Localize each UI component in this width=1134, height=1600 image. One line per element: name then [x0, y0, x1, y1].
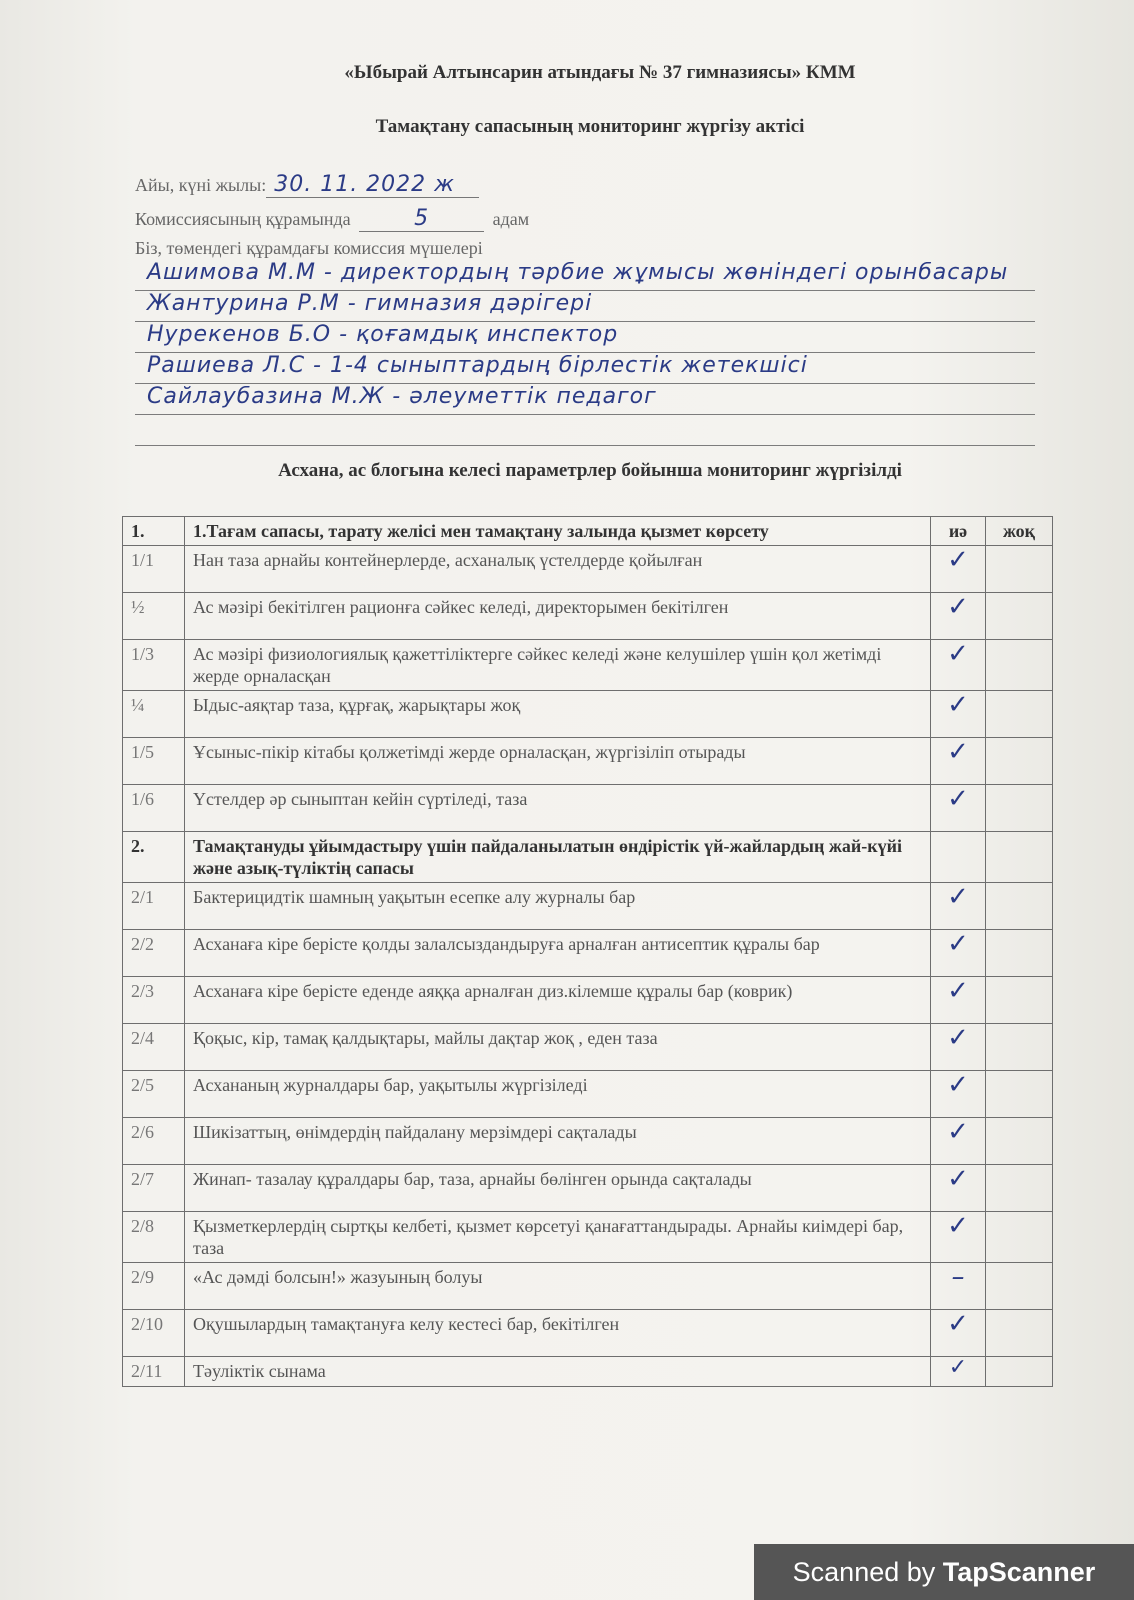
monitoring-table	[122, 516, 1053, 1387]
row-number: 2/10	[123, 1310, 185, 1357]
no-cell	[986, 785, 1053, 832]
yes-check-mark: ✓	[931, 1310, 986, 1357]
section-2-row	[123, 832, 1053, 883]
member-name: Нурекенов Б.О - қоғамдық инспектор	[147, 324, 619, 347]
row-text: Қоқыс, кір, тамақ қалдықтары, майлы дақтар жоқ , еден таза	[185, 1024, 931, 1071]
yes-check-mark: ✓	[931, 1212, 986, 1263]
yes-check-mark: ✓	[931, 883, 986, 930]
section-2-title: Тамақтануды ұйымдастыру үшін пайдаланылатын өндірістік үй-жайлардың жай-күйі және азық-түліктің сапасы	[185, 832, 931, 883]
blank-line	[135, 417, 1035, 446]
commission-count: 5	[359, 206, 484, 232]
section-2-no-cell	[986, 832, 1053, 883]
member-name: Сайлаубазина М.Ж - әлеуметтік педагог	[147, 386, 657, 409]
row-number: 1/1	[123, 546, 185, 593]
row-text: Нан таза арнайы контейнерлерде, асханалық үстелдерде қойылған	[185, 546, 931, 593]
organization-name: «Ыбырай Алтынсарин атындағы № 37 гимназиясы» КММ	[344, 62, 856, 83]
row-text: Ас мәзірі бекітілген рационға сәйкес келеді, директорымен бекітілген	[185, 593, 931, 640]
row-text: Қызметкерлердің сыртқы келбеті, қызмет көрсетуі қанағаттандырады. Арнайы киімдері бар, таза	[185, 1212, 931, 1263]
yes-check-mark: ✓	[931, 1024, 986, 1071]
member-line	[135, 355, 1035, 384]
row-text: Асханаға кіре берісте еденде аяққа арналған диз.кілемше құралы бар (коврик)	[185, 977, 931, 1024]
row-text: Асханаға кіре берісте қолды залалсыздандыруға арналған антисептик құралы бар	[185, 930, 931, 977]
row-number: 2/6	[123, 1118, 185, 1165]
date-label: Айы, күні жылы:	[135, 175, 267, 195]
member-line	[135, 324, 1035, 353]
table-row	[123, 1263, 1053, 1310]
no-cell	[986, 1310, 1053, 1357]
yes-check-mark: ✓	[931, 1071, 986, 1118]
row-text: Ұсыныс-пікір кітабы қолжетімді жерде орналасқан, жүргізіліп отырады	[185, 738, 931, 785]
member-line	[135, 262, 1035, 291]
row-number: 1/3	[123, 640, 185, 691]
table-row	[123, 546, 1053, 593]
scanner-watermark	[754, 1544, 1134, 1600]
no-cell	[986, 691, 1053, 738]
table-row	[123, 1165, 1053, 1212]
no-cell	[986, 930, 1053, 977]
table-row	[123, 593, 1053, 640]
no-cell	[986, 1165, 1053, 1212]
table-row	[123, 1310, 1053, 1357]
table-row	[123, 1024, 1053, 1071]
row-text: Ыдыс-аяқтар таза, құрғақ, жарықтары жоқ	[185, 691, 931, 738]
table-row	[123, 930, 1053, 977]
no-cell	[986, 640, 1053, 691]
header-no: жоқ	[986, 517, 1053, 546]
no-cell	[986, 546, 1053, 593]
yes-check-mark: ✓	[931, 1357, 986, 1387]
yes-check-mark: ✓	[931, 640, 986, 691]
yes-dash-mark: –	[931, 1263, 986, 1310]
yes-check-mark: ✓	[931, 930, 986, 977]
section-heading: Асхана, ас блогына келесі параметрлер бойынша мониторинг жүргізілді	[278, 460, 902, 481]
row-text: Асхананың журналдары бар, уақытылы жүргізіледі	[185, 1071, 931, 1118]
yes-check-mark: ✓	[931, 546, 986, 593]
watermark-brand: TapScanner	[942, 1557, 1096, 1587]
yes-check-mark: ✓	[931, 593, 986, 640]
yes-check-mark: ✓	[931, 977, 986, 1024]
table-row	[123, 1357, 1053, 1387]
watermark-prefix: Scanned by	[792, 1557, 943, 1587]
no-cell	[986, 1024, 1053, 1071]
date-field	[135, 172, 479, 198]
members-label: Біз, төмендегі құрамдағы комиссия мүшелері	[135, 238, 483, 258]
row-text: Жинап- тазалау құралдары бар, таза, арнайы бөлінген орында сақталады	[185, 1165, 931, 1212]
table-row	[123, 640, 1053, 691]
header-title: 1.Тағам сапасы, тарату желісі мен тамақтану залында қызмет көрсету	[185, 517, 931, 546]
date-value: 30. 11. 2022 ж	[266, 172, 479, 198]
table-row	[123, 1212, 1053, 1263]
row-text: Бактерицидтік шамның уақытын есепке алу журналы бар	[185, 883, 931, 930]
no-cell	[986, 1071, 1053, 1118]
member-name: Жантурина Р.М - гимназия дәрігері	[147, 293, 593, 316]
row-number: 1/5	[123, 738, 185, 785]
row-number: 2/5	[123, 1071, 185, 1118]
row-number: 2/4	[123, 1024, 185, 1071]
row-text: Шикізаттың, өнімдердің пайдалану мерзімдері сақталады	[185, 1118, 931, 1165]
member-line	[135, 293, 1035, 322]
table-row	[123, 1071, 1053, 1118]
table-header-row	[123, 517, 1053, 546]
no-cell	[986, 883, 1053, 930]
row-number: 2/7	[123, 1165, 185, 1212]
table-row	[123, 977, 1053, 1024]
table-row	[123, 1118, 1053, 1165]
row-text: «Ас дәмді болсын!» жазуының болуы	[185, 1263, 931, 1310]
commission-unit: адам	[492, 209, 530, 229]
member-name: Ашимова М.М - директордың тәрбие жұмысы жөніндегі орынбасары	[147, 262, 1009, 285]
row-number: 2/11	[123, 1357, 185, 1387]
row-text: Тәуліктік сынама	[185, 1357, 931, 1387]
member-name: Рашиева Л.С - 1-4 сыныптардың бірлестік жетекшісі	[147, 355, 808, 378]
row-number: ¼	[123, 691, 185, 738]
row-number: 2/9	[123, 1263, 185, 1310]
yes-check-mark: ✓	[931, 691, 986, 738]
commission-count-field	[135, 206, 529, 232]
header-number: 1.	[123, 517, 185, 546]
no-cell	[986, 738, 1053, 785]
member-line	[135, 386, 1035, 415]
yes-check-mark: ✓	[931, 1165, 986, 1212]
yes-check-mark: ✓	[931, 1118, 986, 1165]
row-text: Ас мәзірі физиологиялық қажеттіліктерге сәйкес келеді және келушілер үшін қол жетімді жерде орналасқан	[185, 640, 931, 691]
commission-label: Комиссиясының құрамында	[135, 209, 351, 229]
act-title: Тамақтану сапасының мониторинг жүргізу актісі	[375, 116, 805, 137]
row-number: 2/1	[123, 883, 185, 930]
yes-check-mark: ✓	[931, 785, 986, 832]
no-cell	[986, 1212, 1053, 1263]
yes-check-mark: ✓	[931, 738, 986, 785]
no-cell	[986, 1357, 1053, 1387]
no-cell	[986, 593, 1053, 640]
row-text: Оқушылардың тамақтануға келу кестесі бар, бекітілген	[185, 1310, 931, 1357]
header-yes: иә	[931, 517, 986, 546]
row-number: 1/6	[123, 785, 185, 832]
row-number: 2/3	[123, 977, 185, 1024]
row-number: 2/2	[123, 930, 185, 977]
section-2-number: 2.	[123, 832, 185, 883]
row-number: 2/8	[123, 1212, 185, 1263]
table-row	[123, 691, 1053, 738]
table-row	[123, 785, 1053, 832]
row-text: Үстелдер әр сыныптан кейін сүртіледі, таза	[185, 785, 931, 832]
no-cell	[986, 977, 1053, 1024]
table-row	[123, 883, 1053, 930]
section-2-yes-cell	[931, 832, 986, 883]
no-cell	[986, 1263, 1053, 1310]
table-row	[123, 738, 1053, 785]
row-number: ½	[123, 593, 185, 640]
no-cell	[986, 1118, 1053, 1165]
